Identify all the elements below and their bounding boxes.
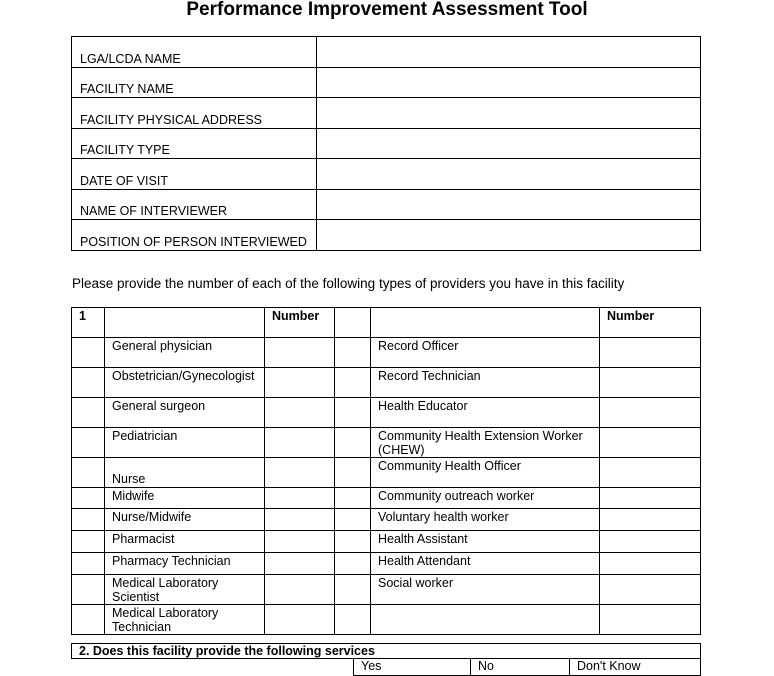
row-spacer: [335, 605, 371, 635]
provider-label: Community outreach worker: [371, 488, 600, 509]
services-blank: [72, 659, 354, 676]
row-spacer: [72, 531, 105, 553]
facility-name-field[interactable]: [317, 67, 701, 98]
provider-label: Pediatrician: [105, 428, 265, 458]
info-row: [72, 159, 701, 190]
provider-count-field[interactable]: [600, 605, 701, 635]
info-row: [72, 220, 701, 251]
row-spacer: [335, 458, 371, 488]
provider-label: Health Educator: [371, 398, 600, 428]
provider-label: Record Technician: [371, 368, 600, 398]
row-spacer: [72, 338, 105, 368]
provider-count-field[interactable]: [265, 509, 335, 531]
provider-label: Medical Laboratory Technician: [105, 605, 265, 635]
services-question: 2. Does this facility provide the following services: [72, 644, 701, 659]
provider-count-field[interactable]: [265, 398, 335, 428]
provider-count-field[interactable]: [265, 428, 335, 458]
row-spacer: [335, 428, 371, 458]
providers-table: [71, 307, 701, 635]
provider-count-field[interactable]: [265, 458, 335, 488]
provider-row: [72, 368, 701, 398]
provider-row: [72, 398, 701, 428]
info-row: [72, 98, 701, 129]
provider-label: Social worker: [371, 575, 600, 605]
provider-label: Community Health Officer: [371, 458, 600, 488]
row-spacer: [335, 398, 371, 428]
provider-count-field[interactable]: [600, 575, 701, 605]
provider-label: Nurse: [105, 458, 265, 488]
provider-count-field[interactable]: [265, 488, 335, 509]
provider-count-field[interactable]: [600, 428, 701, 458]
row-spacer: [72, 575, 105, 605]
info-row: [72, 128, 701, 159]
provider-count-field[interactable]: [600, 531, 701, 553]
row-spacer: [335, 338, 371, 368]
info-label: FACILITY TYPE: [72, 128, 317, 159]
header-blank: [105, 308, 265, 338]
info-label: DATE OF VISIT: [72, 159, 317, 190]
provider-count-field[interactable]: [600, 553, 701, 575]
lga-name-field[interactable]: [317, 37, 701, 68]
number-header: Number: [600, 308, 701, 338]
row-spacer: [335, 553, 371, 575]
provider-count-field[interactable]: [265, 531, 335, 553]
provider-row: [72, 531, 701, 553]
row-spacer: [72, 458, 105, 488]
page-title: Performance Improvement Assessment Tool: [186, 0, 588, 20]
provider-row: [72, 509, 701, 531]
interviewer-name-field[interactable]: [317, 189, 701, 220]
row-spacer: [72, 605, 105, 635]
provider-count-field[interactable]: [265, 338, 335, 368]
provider-label: Health Attendant: [371, 553, 600, 575]
provider-label: Midwife: [105, 488, 265, 509]
row-spacer: [335, 488, 371, 509]
provider-count-field[interactable]: [265, 368, 335, 398]
provider-row: [72, 458, 701, 488]
provider-label: General surgeon: [105, 398, 265, 428]
provider-count-field[interactable]: [600, 458, 701, 488]
provider-label: General physician: [105, 338, 265, 368]
date-of-visit-field[interactable]: [317, 159, 701, 190]
info-row: [72, 189, 701, 220]
option-dont-know[interactable]: Don't Know: [570, 659, 701, 676]
option-no[interactable]: No: [471, 659, 570, 676]
provider-row: [72, 575, 701, 605]
row-spacer: [335, 368, 371, 398]
facility-type-field[interactable]: [317, 128, 701, 159]
row-spacer: [72, 368, 105, 398]
number-header: Number: [265, 308, 335, 338]
row-spacer: [72, 553, 105, 575]
info-label: POSITION OF PERSON INTERVIEWED: [72, 220, 317, 251]
provider-count-field[interactable]: [600, 398, 701, 428]
providers-header-row: [72, 308, 701, 338]
provider-count-field[interactable]: [600, 368, 701, 398]
info-row: [72, 37, 701, 68]
row-spacer: [72, 488, 105, 509]
info-label: LGA/LCDA NAME: [72, 37, 317, 68]
provider-label: Pharmacist: [105, 531, 265, 553]
provider-row: [72, 428, 701, 458]
interviewee-position-field[interactable]: [317, 220, 701, 251]
row-spacer: [335, 531, 371, 553]
provider-count-field[interactable]: [600, 338, 701, 368]
section-number: 1: [72, 308, 105, 338]
option-yes[interactable]: Yes: [354, 659, 471, 676]
provider-label: Voluntary health worker: [371, 509, 600, 531]
provider-label: Community Health Extension Worker (CHEW): [371, 428, 600, 458]
provider-label: Medical Laboratory Scientist: [105, 575, 265, 605]
provider-label: Record Officer: [371, 338, 600, 368]
provider-row: [72, 488, 701, 509]
provider-count-field[interactable]: [600, 488, 701, 509]
header-blank: [371, 308, 600, 338]
provider-count-field[interactable]: [265, 605, 335, 635]
provider-count-field[interactable]: [265, 553, 335, 575]
provider-count-field[interactable]: [265, 575, 335, 605]
row-spacer: [335, 509, 371, 531]
provider-row: [72, 553, 701, 575]
provider-label: Health Assistant: [371, 531, 600, 553]
facility-info-table: [71, 36, 701, 251]
instruction-text: Please provide the number of each of the following types of providers you have in this facility: [72, 276, 625, 291]
header-blank: [335, 308, 371, 338]
info-label: FACILITY PHYSICAL ADDRESS: [72, 98, 317, 129]
provider-row: [72, 605, 701, 635]
facility-address-field[interactable]: [317, 98, 701, 129]
row-spacer: [72, 398, 105, 428]
provider-row: [72, 338, 701, 368]
provider-label: Pharmacy Technician: [105, 553, 265, 575]
provider-count-field[interactable]: [600, 509, 701, 531]
provider-label: [371, 605, 600, 635]
services-table: [71, 643, 701, 676]
provider-label: Nurse/Midwife: [105, 509, 265, 531]
info-row: [72, 67, 701, 98]
row-spacer: [72, 428, 105, 458]
row-spacer: [72, 509, 105, 531]
row-spacer: [335, 575, 371, 605]
provider-label: Obstetrician/Gynecologist: [105, 368, 265, 398]
info-label: NAME OF INTERVIEWER: [72, 189, 317, 220]
info-label: FACILITY NAME: [72, 67, 317, 98]
